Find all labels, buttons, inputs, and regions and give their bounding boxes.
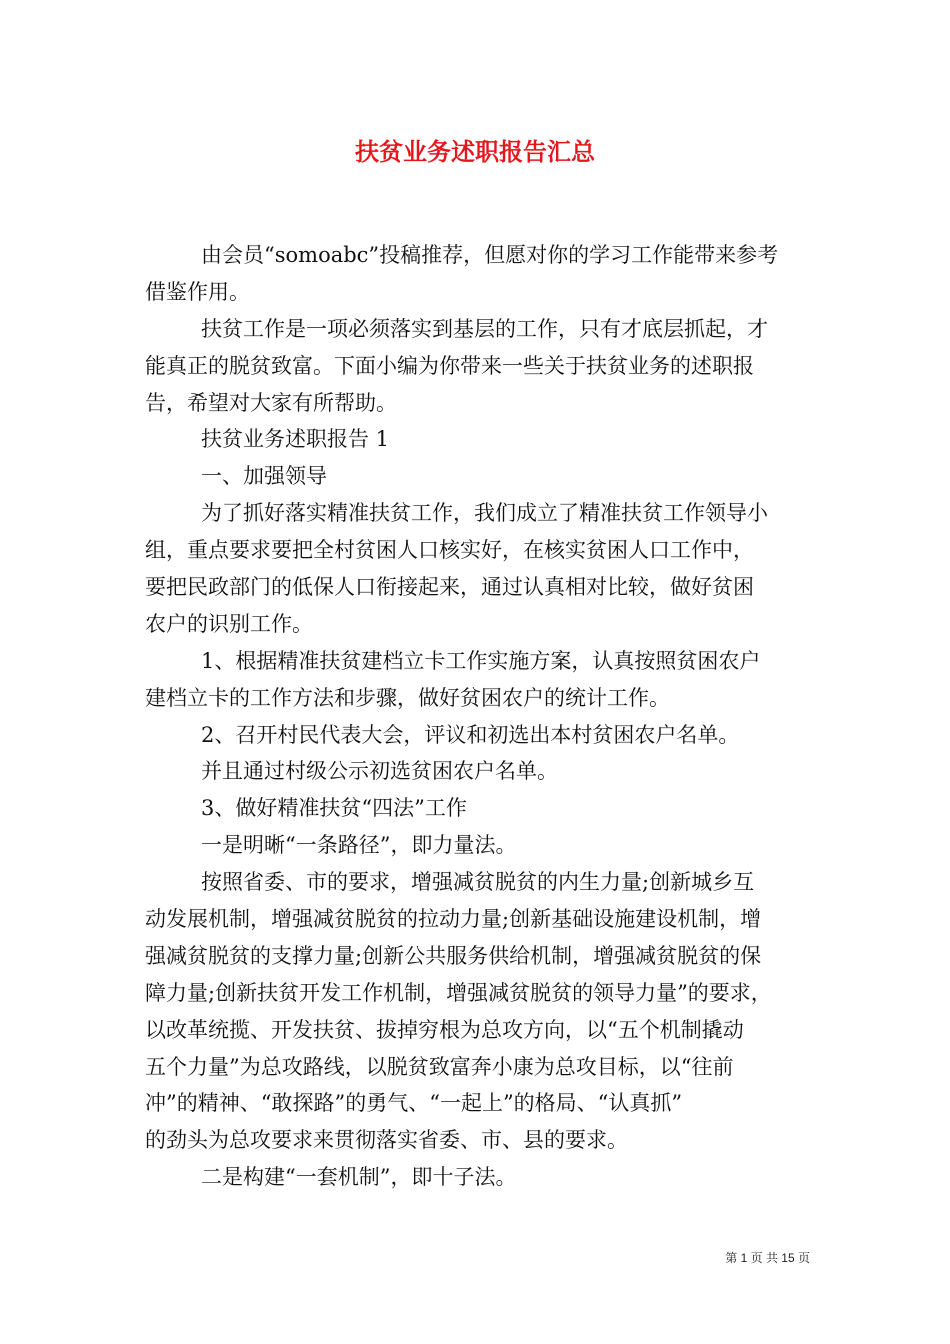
text-line: 五个力量”为总攻路线，以脱贫致富奔小康为总攻目标，以“往前 <box>145 1054 734 1079</box>
text-line: 1、根据精准扶贫建档立卡工作实施方案，认真按照贫困农户 <box>201 648 761 673</box>
text-line: 扶贫业务述职报告 1 <box>201 427 390 452</box>
text-line: 以改革统揽、开发扶贫、拔掉穷根为总攻方向，以“五个机制撬动 <box>145 1017 744 1042</box>
text-line: 动发展机制，增强减贫脱贫的拉动力量;创新基础设施建设机制，增 <box>145 907 762 932</box>
text-line: 扶贫工作是一项必须落实到基层的工作，只有才底层抓起，才 <box>201 316 768 341</box>
text-line: 建档立卡的工作方法和步骤，做好贫困农户的统计工作。 <box>145 685 670 710</box>
text-line: 借鉴作用。 <box>145 279 250 304</box>
text-line: 强减贫脱贫的支撑力量;创新公共服务供给机制，增强减贫脱贫的保 <box>145 943 762 968</box>
page-number: 第 1 页 共 15 页 <box>725 1251 810 1265</box>
text-line: 农户的识别工作。 <box>145 611 313 636</box>
text-line: 二是构建“一套机制”，即十子法。 <box>201 1165 517 1190</box>
text-line: 的劲头为总攻要求来贯彻落实省委、市、县的要求。 <box>145 1128 628 1153</box>
text-line: 告，希望对大家有所帮助。 <box>145 390 397 415</box>
text-line: 要把民政部门的低保人口衔接起来，通过认真相对比较，做好贫困 <box>145 575 754 600</box>
text-line: 一是明晰“一条路径”，即力量法。 <box>201 833 517 858</box>
document-title: 扶贫业务述职报告汇总 <box>355 138 595 166</box>
text-line: 按照省委、市的要求，增强减贫脱贫的内生力量;创新城乡互 <box>201 870 755 895</box>
text-line: 并且通过村级公示初选贫困农户名单。 <box>201 759 558 784</box>
text-line: 组，重点要求要把全村贫困人口核实好，在核实贫困人口工作中， <box>145 538 754 563</box>
text-line: 一、加强领导 <box>201 464 327 489</box>
text-line: 为了抓好落实精准扶贫工作，我们成立了精准扶贫工作领导小 <box>201 501 768 526</box>
text-line: 障力量;创新扶贫开发工作机制，增强减贫脱贫的领导力量”的要求， <box>145 980 772 1005</box>
text-line: 3、做好精准扶贫“四法”工作 <box>201 796 467 821</box>
text-line: 由会员“somoabc”投稿推荐，但愿对你的学习工作能带来参考 <box>201 243 779 267</box>
document-body <box>145 237 825 1196</box>
text-line: 2、召开村民代表大会，评议和初选出本村贫困农户名单。 <box>201 722 740 747</box>
text-line: 能真正的脱贫致富。下面小编为你带来一些关于扶贫业务的述职报 <box>145 353 754 378</box>
text-line: 冲”的精神、“敢探路”的勇气、“一起上”的格局、“认真抓” <box>145 1091 683 1116</box>
